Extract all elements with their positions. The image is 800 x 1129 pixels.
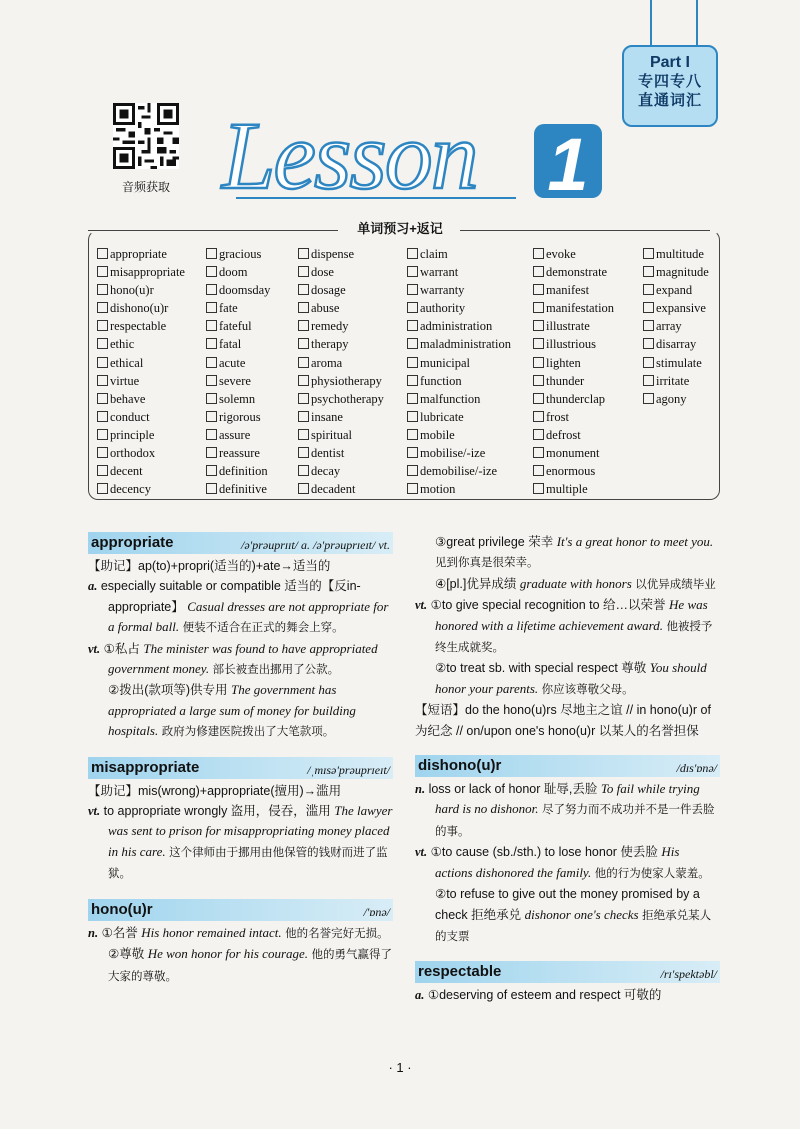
preview-word-label: function <box>420 373 462 388</box>
preview-word-label: conduct <box>110 409 150 424</box>
preview-word <box>643 390 709 408</box>
checkbox[interactable] <box>298 483 309 494</box>
preview-word-label: mobilise/-ize <box>420 446 486 461</box>
preview-word <box>533 462 614 480</box>
checkbox[interactable] <box>97 357 108 368</box>
preview-word <box>97 390 185 408</box>
preview-word <box>97 317 185 335</box>
preview-word-label: fatal <box>219 337 242 352</box>
checkbox[interactable] <box>643 357 654 368</box>
preview-word-label: warrant <box>420 265 459 280</box>
preview-word-label: definition <box>219 464 268 479</box>
preview-word <box>97 372 185 390</box>
checkbox[interactable] <box>206 393 217 404</box>
part-label: Part I <box>649 54 690 71</box>
preview-word <box>298 372 384 390</box>
preview-word-label: respectable <box>110 319 167 334</box>
preview-word-label: misappropriate <box>110 265 185 280</box>
preview-word-label: doom <box>219 265 248 280</box>
checkbox[interactable] <box>643 320 654 331</box>
preview-word <box>206 408 270 426</box>
checkbox[interactable] <box>206 465 217 476</box>
preview-word-label: appropriate <box>110 247 167 261</box>
checkbox[interactable] <box>407 320 418 331</box>
preview-word-label: definitive <box>219 482 267 497</box>
checkbox[interactable] <box>407 375 418 386</box>
preview-word <box>97 263 185 281</box>
preview-word <box>97 408 185 426</box>
preview-word-label: illustrious <box>546 337 597 352</box>
preview-word-label: claim <box>420 247 448 261</box>
preview-word <box>97 426 185 444</box>
preview-word <box>407 444 511 462</box>
qr-code-icon[interactable] <box>113 103 179 169</box>
preview-word <box>643 317 709 335</box>
definition: a. ①deserving of esteem and respect 可敬的 <box>415 988 662 1003</box>
checkbox[interactable] <box>206 375 217 386</box>
preview-word-label: decadent <box>311 482 356 497</box>
preview-column-6 <box>643 245 709 408</box>
preview-word <box>206 281 270 299</box>
preview-word <box>643 299 709 317</box>
preview-word <box>206 444 270 462</box>
preview-word-label: dispense <box>311 247 355 261</box>
preview-word <box>533 408 614 426</box>
checkbox[interactable] <box>97 393 108 404</box>
checkbox[interactable] <box>298 266 309 277</box>
preview-word-label: authority <box>420 301 466 316</box>
preview-word-label: manifest <box>546 283 590 298</box>
preview-word <box>533 317 614 335</box>
preview-word <box>298 281 384 299</box>
preview-word-label: monument <box>546 446 600 461</box>
preview-word <box>206 480 270 498</box>
preview-word <box>407 408 511 426</box>
preview-word <box>298 426 384 444</box>
preview-word-label: ethical <box>110 355 144 370</box>
headword: misappropriate <box>91 758 200 776</box>
preview-word <box>298 354 384 372</box>
preview-word-label: fateful <box>219 319 252 334</box>
entry-head-respectable <box>415 961 720 983</box>
checkbox[interactable] <box>298 375 309 386</box>
checkbox[interactable] <box>298 393 309 404</box>
phonetic: /'ɒnə/ <box>363 904 390 919</box>
preview-word-label: thunderclap <box>546 391 606 406</box>
checkbox[interactable] <box>298 465 309 476</box>
preview-word <box>407 354 511 372</box>
preview-word <box>533 426 614 444</box>
memo: 【助记】ap(to)+propri(适当的)+ate→适当的 <box>88 559 331 573</box>
preview-word <box>298 335 384 353</box>
preview-word <box>97 480 185 498</box>
checkbox[interactable] <box>97 483 108 494</box>
phonetic: /ə'prəuprɪɪt/ a. /ə'prəuprɪeɪt/ vt. <box>241 538 390 552</box>
checkbox[interactable] <box>407 483 418 494</box>
checkbox[interactable] <box>298 320 309 331</box>
preview-word-label: multitude <box>656 247 704 261</box>
definition: a. especially suitable or compatible 适当的【反in-appropriate】 Casual dresses are not appropriate for a formal ball. 便装不适合在正式的舞会上穿。 <box>88 579 389 635</box>
preview-word <box>407 281 511 299</box>
preview-word-label: lighten <box>546 355 581 370</box>
preview-word <box>298 462 384 480</box>
preview-word <box>298 299 384 317</box>
checkbox[interactable] <box>533 338 544 349</box>
checkbox[interactable] <box>407 248 418 259</box>
lesson-title <box>216 84 636 214</box>
entry-head-honour <box>88 899 393 921</box>
preview-word <box>643 335 709 353</box>
checkbox[interactable] <box>97 248 108 259</box>
preview-word <box>643 245 709 263</box>
page-number: · 1 · <box>388 1060 412 1075</box>
preview-word <box>206 462 270 480</box>
preview-word-label: agony <box>656 391 687 406</box>
checkbox[interactable] <box>407 284 418 295</box>
checkbox[interactable] <box>97 411 108 422</box>
preview-word <box>533 335 614 353</box>
preview-word-label: principle <box>110 427 155 442</box>
preview-word <box>407 390 511 408</box>
checkbox[interactable] <box>298 338 309 349</box>
preview-word-label: assure <box>219 427 251 442</box>
preview-word-label: demonstrate <box>546 265 608 280</box>
preview-word <box>643 372 709 390</box>
preview-word-label: rigorous <box>219 409 261 424</box>
definition: ②尊敬 He won honor for his courage. 他的勇气赢得了大家的尊敬。 <box>108 946 393 983</box>
checkbox[interactable] <box>533 447 544 458</box>
checkbox[interactable] <box>206 483 217 494</box>
part-subtitle-2: 直通词汇 <box>637 92 702 109</box>
preview-word-label: municipal <box>420 355 470 370</box>
preview-word-label: enormous <box>546 464 596 479</box>
checkbox[interactable] <box>643 375 654 386</box>
preview-word-label: warranty <box>420 283 465 298</box>
preview-word <box>206 335 270 353</box>
preview-word <box>533 444 614 462</box>
part-label-box <box>622 45 718 127</box>
preview-word <box>298 408 384 426</box>
preview-column-5 <box>533 245 614 498</box>
entry-head-appropriate <box>88 532 393 554</box>
preview-word <box>298 444 384 462</box>
preview-word-label: abuse <box>311 301 340 316</box>
preview-word-label: dentist <box>311 446 345 461</box>
preview-word-label: doomsday <box>219 283 271 298</box>
preview-word-label: physiotherapy <box>311 373 382 388</box>
checkbox[interactable] <box>407 411 418 422</box>
preview-word-label: maladministration <box>420 337 511 352</box>
preview-word-label: manifestation <box>546 301 615 316</box>
preview-word <box>97 335 185 353</box>
preview-word <box>206 354 270 372</box>
checkbox[interactable] <box>206 320 217 331</box>
preview-word-label: spiritual <box>311 427 352 442</box>
checkbox[interactable] <box>206 447 217 458</box>
checkbox[interactable] <box>407 465 418 476</box>
preview-word <box>97 444 185 462</box>
preview-word <box>533 390 614 408</box>
definition: n. loss or lack of honor 耻辱,丢脸 To fail while trying hard is no dishonor. 尽了努力而不成功并不是一件丢脸的事。 <box>415 781 715 838</box>
checkbox[interactable] <box>407 393 418 404</box>
preview-word-label: thunder <box>546 373 585 388</box>
checkbox[interactable] <box>407 266 418 277</box>
preview-word-label: array <box>656 319 682 334</box>
preview-word-label: mobile <box>420 427 455 442</box>
preview-word <box>533 480 614 498</box>
preview-word <box>407 480 511 498</box>
checkbox[interactable] <box>206 302 217 313</box>
checkbox[interactable] <box>298 284 309 295</box>
checkbox[interactable] <box>97 447 108 458</box>
preview-word-label: dosage <box>311 283 346 298</box>
checkbox[interactable] <box>533 393 544 404</box>
preview-column-1 <box>97 245 185 498</box>
checkbox[interactable] <box>533 357 544 368</box>
checkbox[interactable] <box>643 338 654 349</box>
preview-word-label: hono(u)r <box>110 283 154 298</box>
preview-word <box>407 245 511 263</box>
preview-word <box>407 462 511 480</box>
preview-word-label: insane <box>311 409 343 424</box>
preview-word-label: magnitude <box>656 265 709 280</box>
checkbox[interactable] <box>407 357 418 368</box>
preview-word-label: dishono(u)r <box>110 301 169 316</box>
checkbox[interactable] <box>533 248 544 259</box>
preview-word-label: psychotherapy <box>311 391 384 406</box>
preview-word <box>533 372 614 390</box>
preview-column-3 <box>298 245 384 498</box>
preview-word <box>206 299 270 317</box>
preview-word <box>97 462 185 480</box>
preview-word-label: orthodox <box>110 446 156 461</box>
preview-title: 单词预习+返记 <box>357 221 443 236</box>
headword: appropriate <box>91 534 174 551</box>
preview-word <box>407 335 511 353</box>
phonetic: /rɪ'spektəbl/ <box>660 967 717 982</box>
checkbox[interactable] <box>97 266 108 277</box>
preview-word <box>407 299 511 317</box>
preview-word-label: behave <box>110 391 146 406</box>
checkbox[interactable] <box>533 375 544 386</box>
part-subtitle-1: 专四专八 <box>637 73 702 90</box>
preview-word <box>298 245 384 263</box>
preview-word <box>206 426 270 444</box>
preview-word-label: severe <box>219 373 251 388</box>
checkbox[interactable] <box>643 393 654 404</box>
preview-column-4 <box>407 245 511 498</box>
entry-head-dishonour <box>415 755 720 777</box>
checkbox[interactable] <box>643 284 654 295</box>
checkbox[interactable] <box>206 411 217 422</box>
preview-word <box>206 372 270 390</box>
preview-word <box>533 281 614 299</box>
checkbox[interactable] <box>97 465 108 476</box>
checkbox[interactable] <box>533 284 544 295</box>
preview-word <box>533 245 614 263</box>
preview-word <box>643 354 709 372</box>
preview-word <box>97 281 185 299</box>
preview-word <box>298 263 384 281</box>
checkbox[interactable] <box>643 266 654 277</box>
preview-word-label: administration <box>420 319 493 334</box>
checkbox[interactable] <box>298 357 309 368</box>
checkbox[interactable] <box>97 375 108 386</box>
preview-word <box>407 317 511 335</box>
checkbox[interactable] <box>206 338 217 349</box>
preview-word-label: solemn <box>219 391 256 406</box>
preview-word-label: expansive <box>656 301 706 316</box>
definition: ③great privilege 荣幸 It's a great honor to meet you. 见到你真是很荣幸。 <box>435 534 714 570</box>
preview-word-label: decent <box>110 464 143 479</box>
definition: vt. to appropriate wrongly 盗用，侵吞，滥用 The lawyer was sent to prison for misappropriating money placed in his care. 这个律师由于挪用由他保管的钱财而进了监狱。 <box>88 803 393 881</box>
checkbox[interactable] <box>298 411 309 422</box>
preview-word-label: dose <box>311 265 334 280</box>
phonetic: /dɪs'ɒnə/ <box>676 761 717 776</box>
preview-word <box>206 263 270 281</box>
phonetic: /ˌmɪsə'prəuprɪeɪt/ <box>307 762 390 777</box>
checkbox[interactable] <box>533 266 544 277</box>
definition: ④[pl.]优异成绩 graduate with honors 以优异成绩毕业 <box>435 575 716 591</box>
preview-word-label: malfunction <box>420 391 481 406</box>
checkbox[interactable] <box>97 429 108 440</box>
preview-word <box>298 480 384 498</box>
entries-left-column <box>88 532 393 987</box>
preview-word <box>407 426 511 444</box>
preview-word-label: acute <box>219 355 246 370</box>
preview-word-label: gracious <box>219 247 262 261</box>
entries-right-column <box>415 532 720 1006</box>
checkbox[interactable] <box>97 284 108 295</box>
definition: n. ①名誉 His honor remained intact. 他的名誉完好无损。 <box>88 924 389 940</box>
preview-word <box>533 263 614 281</box>
preview-word-label: fate <box>219 301 238 316</box>
qr-caption: 音频获取 <box>121 180 170 194</box>
preview-word <box>407 263 511 281</box>
headword: dishono(u)r <box>418 757 502 775</box>
preview-word-label: demobilise/-ize <box>420 464 498 479</box>
preview-column-2 <box>206 245 270 498</box>
preview-word-label: ethic <box>110 337 135 352</box>
checkbox[interactable] <box>206 284 217 295</box>
preview-word <box>206 390 270 408</box>
checkbox[interactable] <box>97 302 108 313</box>
preview-word-label: disarray <box>656 337 697 352</box>
memo: 【助记】mis(wrong)+appropriate(擅用)→滥用 <box>88 783 342 798</box>
definition: vt. ①私占 The minister was found to have appropriated government money. 部长被查出挪用了公款。 <box>88 640 378 677</box>
preview-word-label: aroma <box>311 355 343 370</box>
checkbox[interactable] <box>298 248 309 259</box>
checkbox[interactable] <box>298 429 309 440</box>
preview-word <box>643 281 709 299</box>
preview-word <box>97 299 185 317</box>
checkbox[interactable] <box>206 248 217 259</box>
checkbox[interactable] <box>407 429 418 440</box>
preview-word-label: remedy <box>311 319 349 334</box>
lesson-number: 1 <box>547 123 589 206</box>
definition: vt. ①to cause (sb./sth.) to lose honor 使丢脸 His actions dishonored the family. 他的行为使家人蒙羞。 <box>415 844 710 880</box>
preview-word-label: frost <box>546 409 569 424</box>
checkbox[interactable] <box>407 338 418 349</box>
checkbox[interactable] <box>97 338 108 349</box>
checkbox[interactable] <box>206 429 217 440</box>
checkbox[interactable] <box>643 248 654 259</box>
preview-word-label: decay <box>311 464 341 479</box>
preview-word-label: reassure <box>219 446 260 461</box>
preview-word-label: illustrate <box>546 319 590 334</box>
lesson-word: Lesson <box>222 102 477 209</box>
preview-word <box>97 245 185 263</box>
definition: vt. ①to give special recognition to 给…以荣誉 He was honored with a lifetime achievement award. 他被授予终生成就奖。 <box>415 597 713 655</box>
checkbox[interactable] <box>407 447 418 458</box>
checkbox[interactable] <box>298 302 309 313</box>
definition: ②to treat sb. with special respect 尊敬 You should honor your parents. 你应该尊敬父母。 <box>435 660 707 696</box>
headword: hono(u)r <box>91 900 153 918</box>
checkbox[interactable] <box>206 266 217 277</box>
checkbox[interactable] <box>298 447 309 458</box>
checkbox[interactable] <box>643 302 654 313</box>
preview-word <box>533 299 614 317</box>
preview-word-label: lubricate <box>420 409 464 424</box>
preview-word <box>643 263 709 281</box>
preview-word-label: defrost <box>546 427 581 442</box>
preview-word <box>407 372 511 390</box>
preview-word-label: therapy <box>311 337 349 352</box>
entry-head-misappropriate <box>88 757 393 779</box>
preview-word-label: irritate <box>656 373 690 388</box>
preview-word-label: expand <box>656 283 693 298</box>
preview-word-label: motion <box>420 482 456 497</box>
preview-word <box>298 317 384 335</box>
definition: ②拨出(款项等)供专用 The government has appropriated a large sum of money for building hospitals. 政府为修建医院拨出了大笔款项。 <box>108 682 356 739</box>
phrases: 【短语】do the hono(u)rs 尽地主之谊 // in hono(u)r of 为纪念 // on/upon one's hono(u)r 以某人的名誉担保 <box>415 703 711 738</box>
checkbox[interactable] <box>533 302 544 313</box>
preview-word <box>533 354 614 372</box>
checkbox[interactable] <box>97 320 108 331</box>
checkbox[interactable] <box>407 302 418 313</box>
preview-word <box>206 245 270 263</box>
headword: respectable <box>418 963 502 981</box>
checkbox[interactable] <box>533 429 544 440</box>
preview-word-label: evoke <box>546 247 576 261</box>
preview-word <box>97 354 185 372</box>
preview-word <box>206 317 270 335</box>
checkbox[interactable] <box>533 411 544 422</box>
definition: ②to refuse to give out the money promised by a check 拒绝承兑 dishonor one's checks 拒绝承兑某人的支票 <box>435 887 712 943</box>
checkbox[interactable] <box>533 320 544 331</box>
preview-word-label: decency <box>110 482 151 497</box>
preview-word <box>298 390 384 408</box>
preview-word-label: stimulate <box>656 355 702 370</box>
checkbox[interactable] <box>206 357 217 368</box>
checkbox[interactable] <box>533 483 544 494</box>
preview-word-label: virtue <box>110 373 140 388</box>
checkbox[interactable] <box>533 465 544 476</box>
preview-word-label: multiple <box>546 482 588 497</box>
